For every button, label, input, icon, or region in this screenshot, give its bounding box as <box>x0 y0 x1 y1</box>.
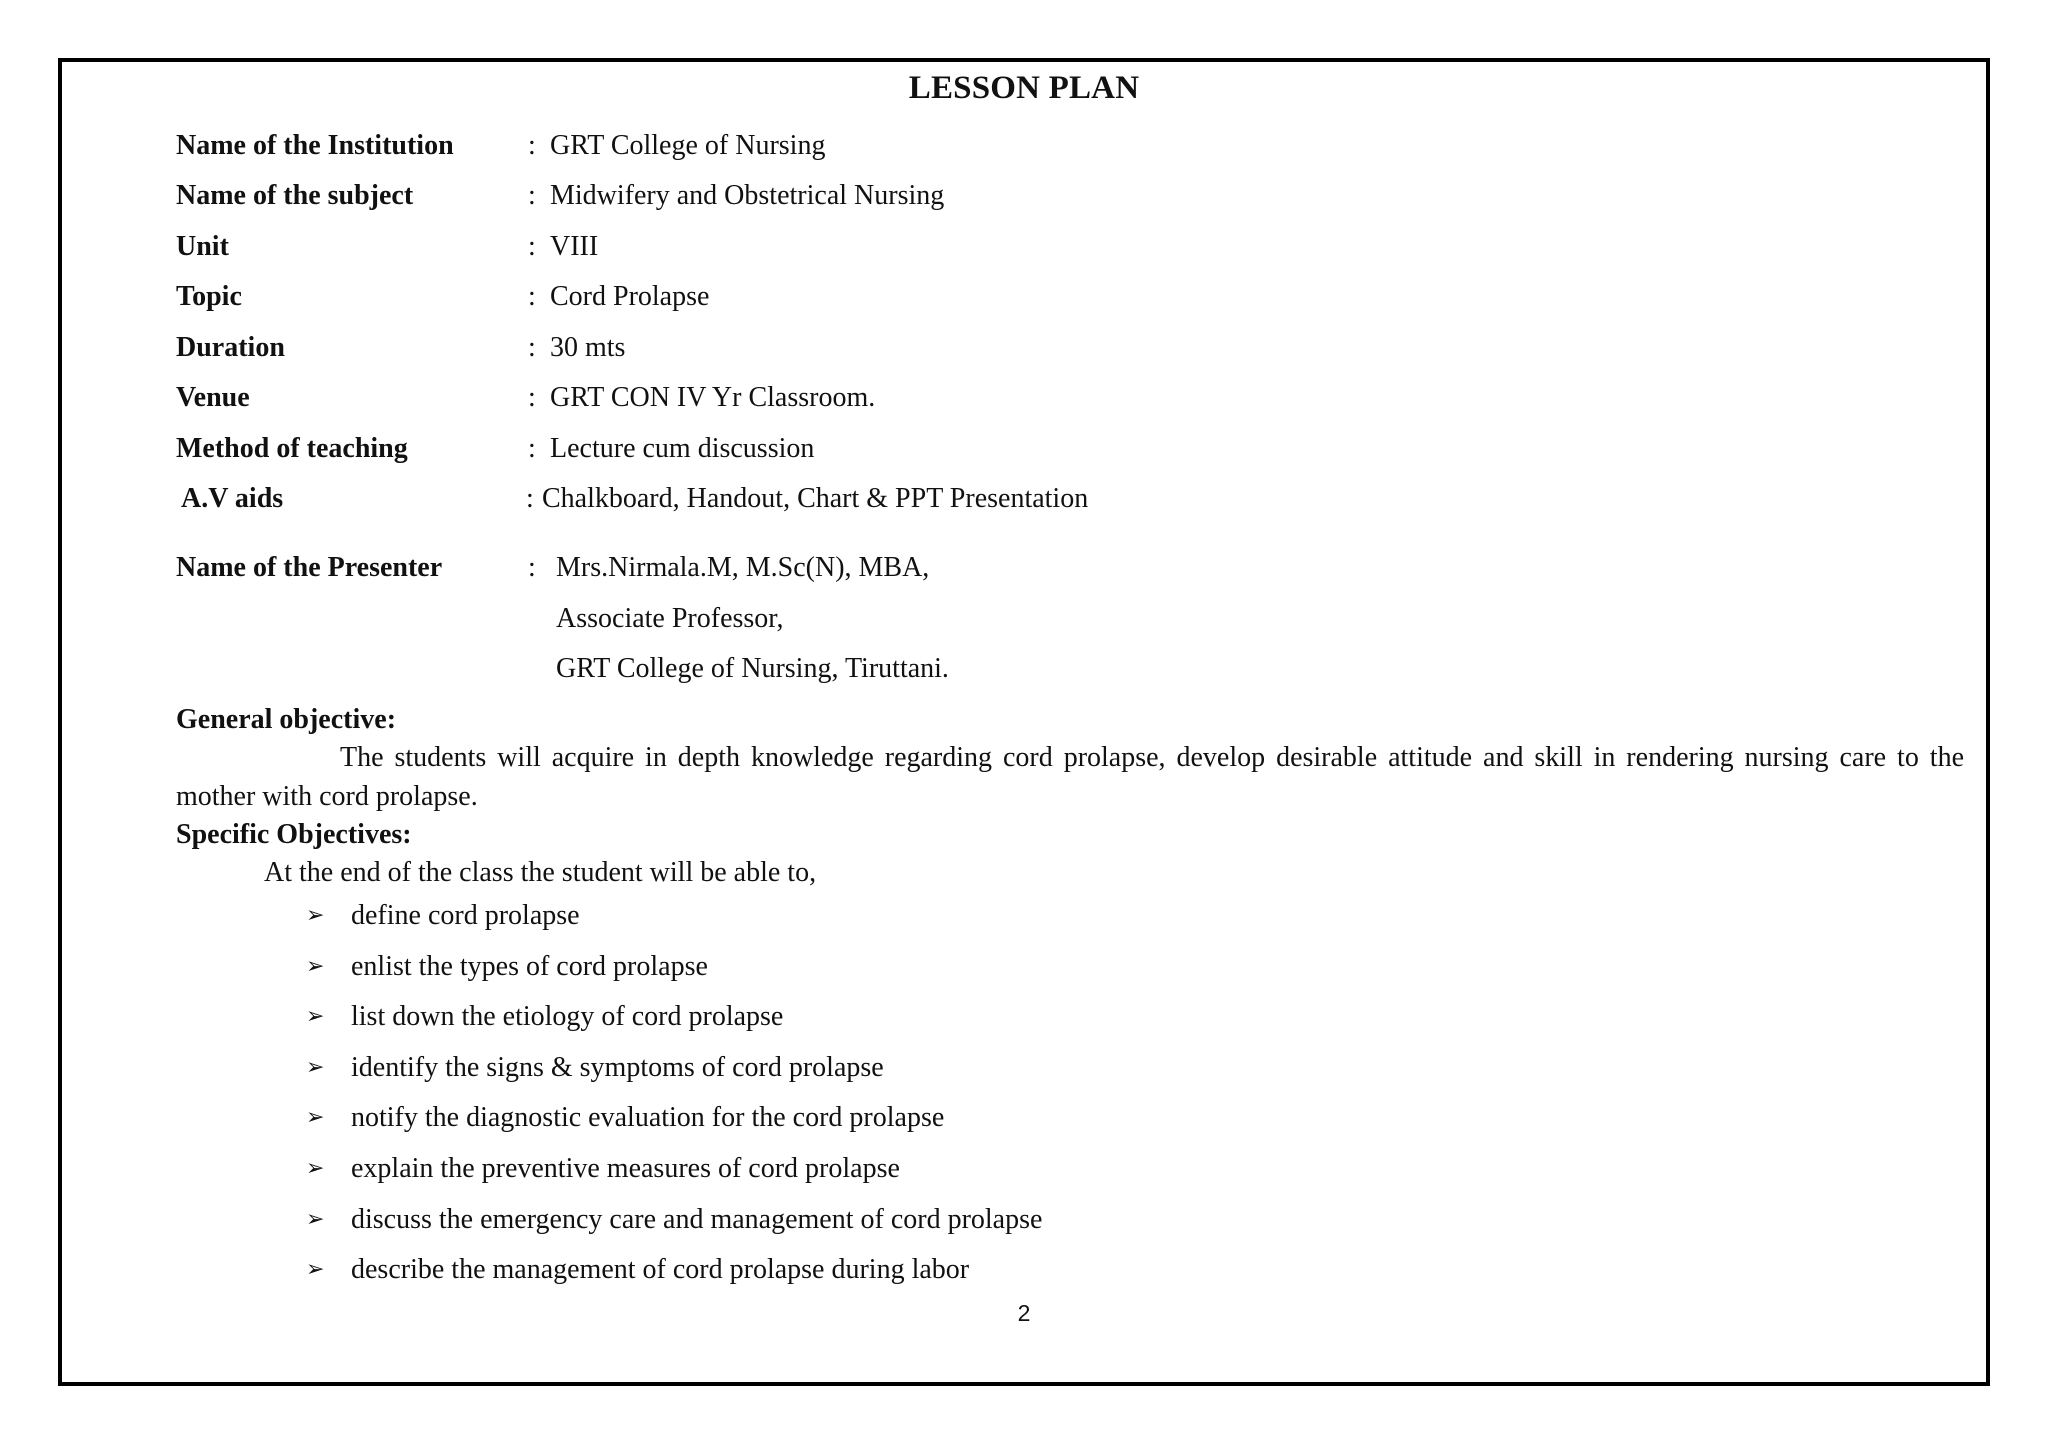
info-value: Cord Prolapse <box>550 281 710 312</box>
info-separator: : <box>528 130 536 161</box>
document-title: LESSON PLAN <box>908 70 1140 106</box>
objective-text: notify the diagnostic evaluation for the cord prolapse <box>351 1102 945 1134</box>
info-value: VIII <box>550 231 599 262</box>
info-separator: : <box>528 382 536 413</box>
arrow-bullet-icon: ➢ <box>306 903 325 928</box>
presenter-designation: Associate Professor, <box>556 603 784 634</box>
info-label: Topic <box>176 281 242 312</box>
info-value: GRT College of Nursing <box>550 130 826 161</box>
objective-text: define cord prolapse <box>351 900 580 931</box>
info-value: GRT CON IV Yr Classroom. <box>550 382 876 413</box>
objective-text: describe the management of cord prolapse during labor <box>351 1254 970 1286</box>
objective-text: enlist the types of cord prolapse <box>351 950 708 982</box>
info-label: Method of teaching <box>176 433 408 464</box>
info-label: Venue <box>176 382 250 413</box>
page-number: 2 <box>1017 1300 1031 1326</box>
info-value: 30 mts <box>550 332 626 363</box>
info-label: Duration <box>176 332 285 363</box>
specific-objectives-intro: At the end of the class the student will be able to, <box>264 857 817 888</box>
objective-text: explain the preventive measures of cord prolapse <box>351 1152 900 1184</box>
objective-text: identify the signs & symptoms of cord prolapse <box>351 1051 884 1083</box>
info-label: Name of the Institution <box>176 130 454 161</box>
info-value: Midwifery and Obstetrical Nursing <box>550 180 945 211</box>
info-separator: : <box>528 281 536 312</box>
info-label: Name of the subject <box>176 180 414 211</box>
info-separator: : <box>528 180 536 211</box>
info-label: A.V aids <box>181 483 284 514</box>
info-value: Chalkboard, Handout, Chart & PPT Presentation <box>542 483 1089 514</box>
info-separator: : <box>526 483 534 514</box>
arrow-bullet-icon: ➢ <box>306 1257 325 1283</box>
arrow-bullet-icon: ➢ <box>306 1155 325 1181</box>
arrow-bullet-icon: ➢ <box>306 1105 325 1131</box>
info-label: Name of the Presenter <box>176 552 443 583</box>
arrow-bullet-icon: ➢ <box>306 953 325 979</box>
info-value: Lecture cum discussion <box>550 433 815 464</box>
presenter-name: Mrs.Nirmala.M, M.Sc(N), MBA, <box>556 552 930 583</box>
objective-text: list down the etiology of cord prolapse <box>351 1001 784 1033</box>
specific-objectives-heading: Specific Objectives: <box>176 819 412 850</box>
info-separator: : <box>528 332 536 363</box>
general-objective-text: The students will acquire in depth knowledge regarding cord prolapse, develop desirable attitude and skill in rendering nursing care to the mother with cord prolapse. <box>176 742 1964 812</box>
info-separator: : <box>528 552 536 583</box>
info-separator: : <box>528 231 536 262</box>
presenter-institution: GRT College of Nursing, Tiruttani. <box>556 653 949 684</box>
arrow-bullet-icon: ➢ <box>306 1054 325 1080</box>
general-objective-heading: General objective: <box>176 704 397 735</box>
arrow-bullet-icon: ➢ <box>306 1004 325 1030</box>
info-label: Unit <box>176 231 229 262</box>
arrow-bullet-icon: ➢ <box>306 1206 325 1232</box>
objective-text: discuss the emergency care and management of cord prolapse <box>351 1203 1043 1235</box>
info-separator: : <box>528 433 536 464</box>
